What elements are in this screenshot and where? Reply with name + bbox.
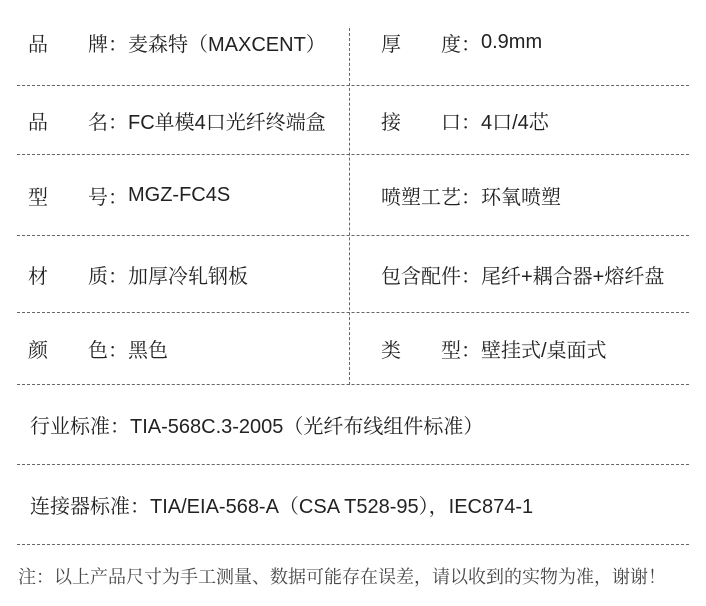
colon: ： [108,111,128,134]
spec-cell-thickness [349,28,689,57]
spec-label-connector-standard: 连接器标准 [30,496,130,518]
vertical-divider [349,28,350,385]
spec-label-thickness: 厚度 [381,34,461,56]
spec-value-color: 黑色 [128,340,168,362]
spec-row-brand-thickness [17,0,689,86]
disclaimer-note: 注：以上产品尺寸为手工测量、数据可能存在误差，请以收到的实物为准，谢谢！ [18,566,666,587]
spec-label-model: 型号 [28,186,108,209]
colon: ： [108,186,128,209]
spec-label-color: 颜色 [28,340,108,362]
spec-cell-material [17,260,349,289]
spec-label-material: 材质 [28,265,108,288]
spec-label-accessories: 包含配件 [381,265,461,288]
colon: ： [130,496,150,518]
spec-value-product-name: FC单模4口光纤终端盒 [128,111,326,134]
spec-label-type: 类型 [381,340,461,362]
spec-cell-accessories [349,260,689,289]
colon: ： [108,340,128,362]
colon: ： [461,340,481,362]
spec-row-industry-standard [17,385,689,465]
spec-label-industry-standard: 行业标准 [30,416,110,438]
spec-cell-model [17,181,349,210]
spec-value-connector-standard: TIA/EIA-568-A（CSA T528-95），IEC874-1 [150,496,534,518]
colon: ： [461,186,481,209]
spec-row-model-coating [17,155,689,236]
spec-label-ports: 接口 [381,111,461,134]
spec-value-ports: 4口/4芯 [481,111,549,134]
spec-row-color-type [17,313,689,385]
spec-row-name-ports [17,86,689,155]
colon: ： [108,265,128,288]
spec-cell-ports [349,106,689,135]
spec-cell-brand [17,28,349,57]
spec-cell-coating [349,181,689,210]
spec-value-coating: 环氧喷塑 [481,186,561,209]
spec-row-connector-standard [17,465,689,545]
spec-value-thickness: 0.9mm [481,31,543,53]
spec-value-material: 加厚冷轧钢板 [128,265,248,288]
spec-value-model: MGZ-FC4S [128,183,231,206]
spec-label-brand: 品牌 [28,34,108,56]
spec-cell-type [349,334,689,363]
spec-value-brand: 麦森特（MAXCENT） [128,34,326,56]
spec-label-product-name: 品名 [28,111,108,134]
colon: ： [108,34,128,56]
spec-label-coating: 喷塑工艺 [381,186,461,209]
colon: ： [461,265,481,288]
colon: ： [110,416,130,438]
spec-value-type: 壁挂式/桌面式 [481,340,607,362]
spec-value-industry-standard: TIA-568C.3-2005（光纤布线组件标准） [130,416,484,438]
spec-cell-product-name [17,106,349,135]
colon: ： [461,111,481,134]
colon: ： [461,34,481,56]
spec-row-material-accessories [17,236,689,313]
disclaimer-row [17,545,689,606]
spec-cell-color [17,334,349,363]
spec-value-accessories: 尾纤+耦合器+熔纤盘 [481,265,665,288]
